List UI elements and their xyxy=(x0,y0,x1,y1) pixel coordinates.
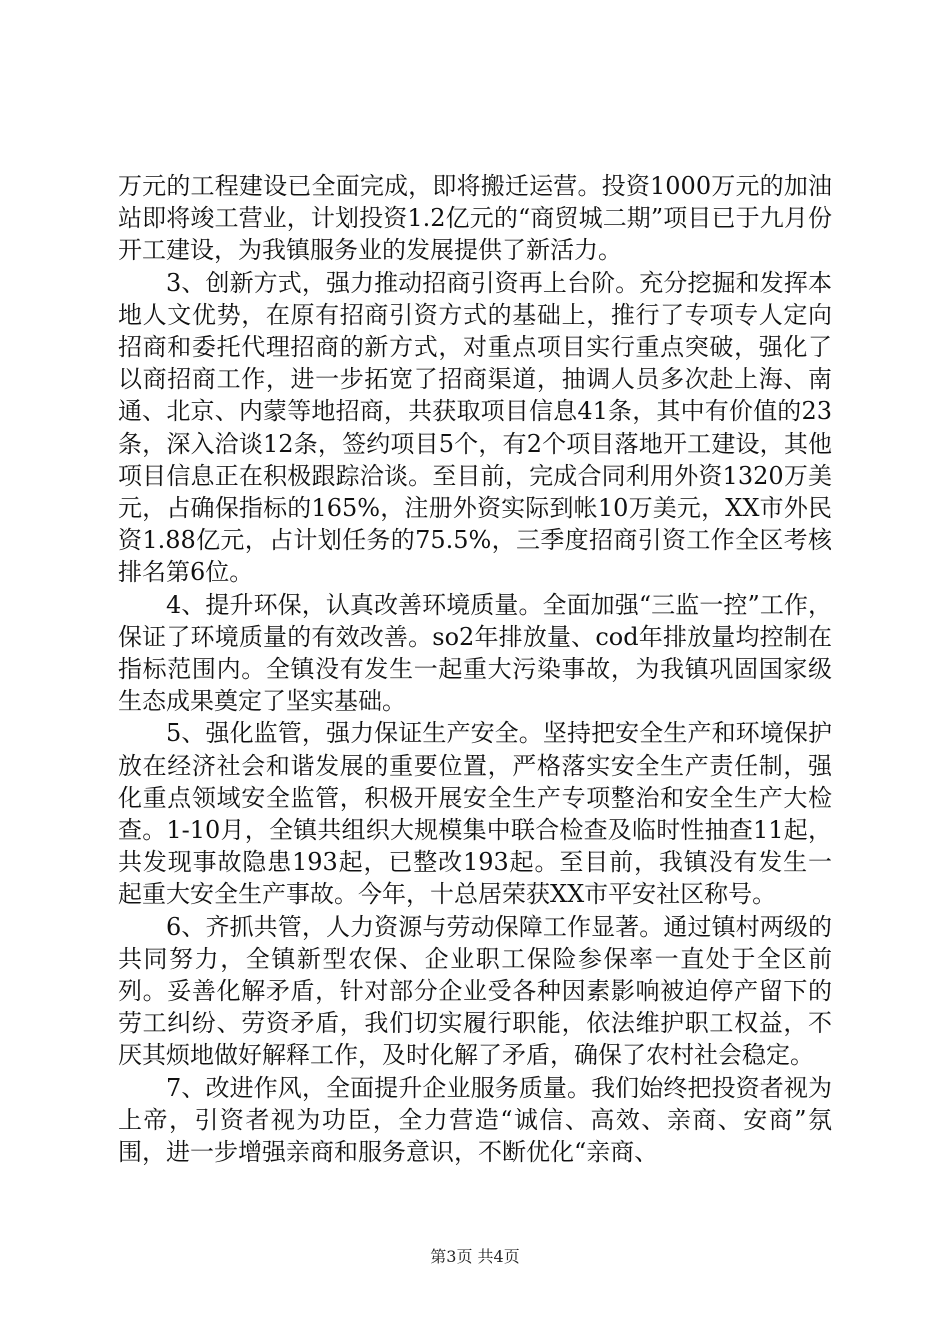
paragraph-6: 7、改进作风，全面提升企业服务质量。我们始终把投资者视为上帝，引资者视为功臣，全力营造“诚信、高效、亲商、安商”氛围，进一步增强亲商和服务意识，不断优化“亲商、 xyxy=(118,1073,832,1167)
paragraph-5: 6、齐抓共管，人力资源与劳动保障工作显著。通过镇村两级的共同努力，全镇新型农保、企业职工保险参保率一直处于全区前列。妥善化解矛盾，针对部分企业受各种因素影响被迫停产留下的劳工纠纷、劳资矛盾，我们切实履行职能，依法维护职工权益，不厌其烦地做好解释工作，及时化解了矛盾，确保了农村社会稳定。 xyxy=(118,912,832,1070)
paragraph-2: 3、创新方式，强力推动招商引资再上台阶。充分挖掘和发挥本地人文优势，在原有招商引资方式的基础上，推行了专项专人定向招商和委托代理招商的新方式，对重点项目实行重点突破，强化了以商招商工作，进一步拓宽了招商渠道，抽调人员多次赴上海、南通、北京、内蒙等地招商，共获取项目信息41条，其中有价值的23条，深入洽谈12条，签约项目5个，有2个项目落地开工建设，其他项目信息正在积极跟踪洽谈。至目前，完成合同利用外资1320万美元，占确保指标的165%，注册外资实际到帐10万美元，XX市外民资1.88亿元，占计划任务的75.5%，三季度招商引资工作全区考核排名第6位。 xyxy=(118,268,832,587)
document-body xyxy=(118,170,832,1168)
paragraph-1: 万元的工程建设已全面完成，即将搬迁运营。投资1000万元的加油站即将竣工营业，计划投资1.2亿元的“商贸城二期”项目已于九月份开工建设，为我镇服务业的发展提供了新活力。 xyxy=(118,172,832,265)
paragraph-4: 5、强化监管，强力保证生产安全。坚持把安全生产和环境保护放在经济社会和谐发展的重要位置，严格落实安全生产责任制，强化重点领域安全监管，积极开展安全生产专项整治和安全生产大检查。1-10月，全镇共组织大规模集中联合检查及临时性抽查11起，共发现事故隐患193起，已整改193起。至目前，我镇没有发生一起重大安全生产事故。今年，十总居荣获XX市平安社区称号。 xyxy=(118,719,832,909)
page-footer: 第3页 共4页 xyxy=(430,1247,520,1266)
paragraph-3: 4、提升环保，认真改善环境质量。全面加强“三监一控”工作，保证了环境质量的有效改善。so2年排放量、cod年排放量均控制在指标范围内。全镇没有发生一起重大污染事故，为我镇巩固国家级生态成果奠定了坚实基础。 xyxy=(118,590,832,716)
